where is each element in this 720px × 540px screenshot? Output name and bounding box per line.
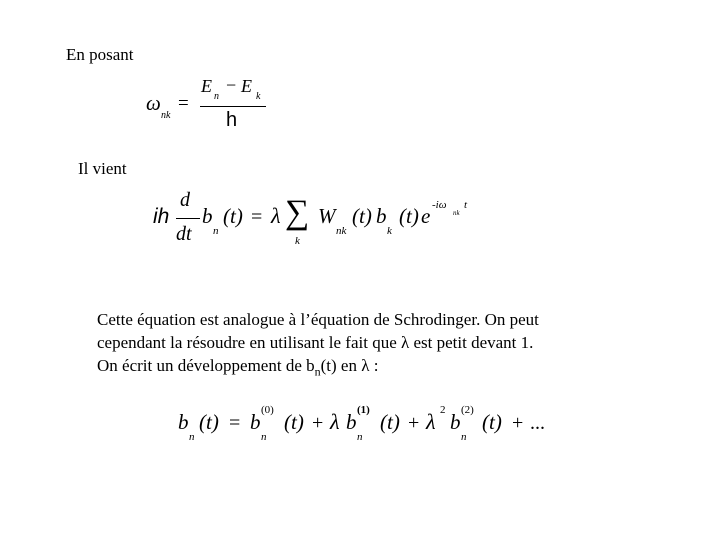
omega-subscript: nk	[161, 110, 171, 121]
equals-sign: =	[229, 412, 241, 434]
b-n: b	[202, 204, 213, 228]
derivative-bar	[176, 218, 200, 219]
lambda-symbol-2: λ	[426, 409, 436, 434]
exponent-minus-i-omega: -iω	[432, 199, 447, 211]
fraction-bar	[200, 106, 266, 107]
plus-sign-2: +	[408, 412, 420, 434]
b-second-order: b	[450, 410, 461, 434]
b-n: b	[178, 410, 189, 434]
b-first-time-argument: (t)	[380, 410, 400, 434]
ellipsis: ...	[530, 412, 545, 434]
b-first-subscript: n	[357, 431, 363, 443]
derivative-d: d	[180, 189, 190, 211]
b-k-time-argument: (t)	[399, 204, 419, 228]
equals-sign: =	[251, 206, 263, 228]
time-argument: (t)	[223, 204, 243, 228]
b-n-subscript: n	[189, 431, 195, 443]
numerator-e-n: E	[201, 76, 212, 96]
lambda-symbol: λ	[271, 203, 281, 228]
exponent-subscript-nk: nk	[453, 209, 460, 217]
time-argument: (t)	[199, 410, 219, 434]
plus-sign-1: +	[312, 412, 324, 434]
numerator-minus: −	[226, 75, 237, 95]
b-zero-subscript: n	[261, 431, 267, 443]
paragraph-line-3: On écrit un développement de $b_n(t)$ en λ :	[97, 356, 379, 379]
numerator-subscript-n: n	[214, 91, 219, 102]
w-matrix: W	[318, 204, 336, 228]
equals-sign: =	[178, 93, 189, 114]
numerator-subscript-k: k	[256, 91, 261, 102]
i-hbar: ih	[153, 205, 170, 228]
lambda-symbol-1: λ	[330, 409, 340, 434]
omega-symbol: ω	[146, 91, 161, 115]
numerator-e-k: E	[241, 76, 252, 96]
w-time-argument: (t)	[352, 204, 372, 228]
b-n-subscript: n	[213, 225, 219, 237]
b-k-subscript: k	[387, 225, 392, 237]
paragraph-line-2: cependant la résoudre en utilisant le fait que λ est petit devant 1.	[97, 333, 534, 352]
b-second-subscript: n	[461, 431, 467, 443]
b-k: b	[376, 204, 387, 228]
b-zero-superscript: (0)	[261, 404, 274, 416]
sum-symbol: ∑	[285, 194, 310, 231]
b-first-order: b	[346, 410, 357, 434]
b-zero-time-argument: (t)	[284, 410, 304, 434]
paragraph-line-1: Cette équation est analogue à l’équation de Schrodinger. On peut	[97, 310, 539, 329]
lambda-squared-exponent: 2	[440, 404, 446, 416]
derivative-dt: dt	[176, 223, 192, 245]
plus-sign-3: +	[512, 412, 524, 434]
b-zero-order: b	[250, 410, 261, 434]
denominator-h: h	[226, 109, 238, 131]
b-second-time-argument: (t)	[482, 410, 502, 434]
intro-label: En posant	[66, 45, 134, 64]
b-first-superscript: (1)	[357, 404, 370, 416]
explanation-paragraph	[97, 308, 539, 383]
b-second-superscript: (2)	[461, 404, 474, 416]
exponential-e: e	[421, 204, 431, 228]
sum-index-k: k	[295, 235, 300, 247]
result-label: Il vient	[78, 159, 127, 178]
exponent-t: t	[464, 199, 468, 211]
w-subscript-nk: nk	[336, 225, 347, 237]
